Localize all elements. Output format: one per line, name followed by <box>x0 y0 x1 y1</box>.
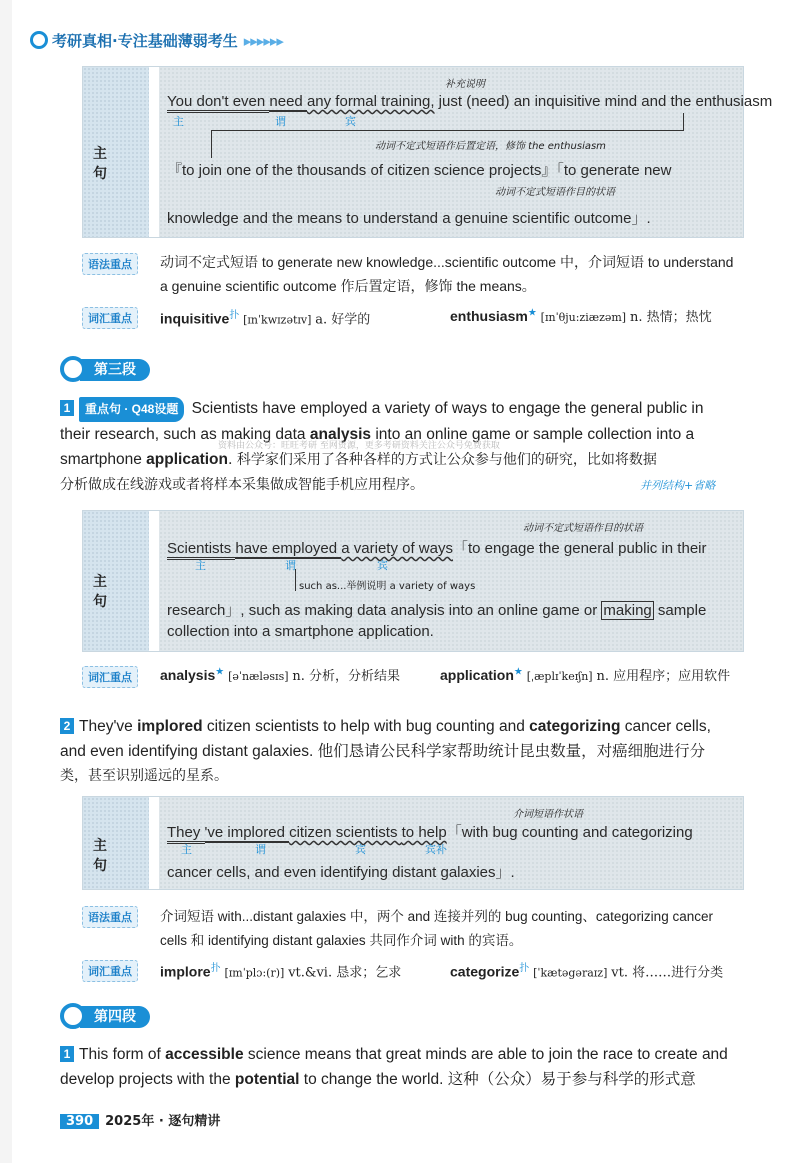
annotation: 介词短语作状语 <box>513 809 583 820</box>
vocab-entry: inquisitive$^扑$ [ɪnˈkwɪzətɪv] a. 好学的 <box>160 310 371 328</box>
page-footer <box>60 1110 220 1129</box>
grammar-note-line: a genuine scientific outcome 作后置定语，修饰 the means。 <box>160 278 536 294</box>
role-object: 宾 <box>345 115 356 128</box>
annotation: 动词不定式短语作后置定语，修饰 the enthusiasm <box>375 141 606 152</box>
key-sentence-badge: 重点句 · Q48设题 <box>79 397 184 422</box>
sentence-line: knowledge and the means to understand a genuine scientific outcome」. <box>167 210 651 227</box>
structure-label: 并列结构+省略 <box>640 479 716 492</box>
sentence-line: collection into a smartphone application. <box>167 623 434 640</box>
watermark: 资料由公众号：旺旺考研 至网资源，更多考研资料关注公众号免费获取 <box>218 441 500 451</box>
sentence-line: You don't even need any formal training, just (need) an inquisitive mind and the enthusiasm <box>167 93 772 110</box>
paragraph-3-sentence-1: 1 重点句 · Q48设题 Scientists have employed a variety of ways to engage the general public in their research, such as making data analysis into an online game or sample collection into a smartphone application. 科学家们采用了各种各样的方式让公众参与他们的研究，比如将数据 分析做成在线游戏或者将样本采集做成智能手机应用程序。 <box>60 396 750 498</box>
role-subject: 主 <box>195 559 206 572</box>
vocab-entry: analysis★ [əˈnæləsɪs] n. 分析，分析结果 <box>160 666 401 684</box>
search-section-icon <box>60 1003 86 1029</box>
role-predicate: 谓 <box>275 115 286 128</box>
sentence-analysis-panel-1 <box>82 66 773 238</box>
vocab-tag: 词汇重点 <box>82 960 138 982</box>
search-section-icon <box>60 356 86 382</box>
sentence-line: cancer cells, and even identifying distant galaxies」. <box>167 864 515 881</box>
grammar-note-line: cells 和 identifying distant galaxies 共同作介词 with 的宾语。 <box>160 933 523 948</box>
role-predicate: 谓 <box>255 843 266 856</box>
panel-body <box>159 67 773 237</box>
sentence-line: research」, such as making data analysis into an online game or making sample <box>167 602 707 619</box>
arrows-icon: ▸▸▸▸▸▸ <box>243 32 283 50</box>
annotation: 动词不定式短语作目的状语 <box>495 187 615 198</box>
vocab-entry: categorize$^扑$ [ˈkætəgəraɪz] vt. 将……进行分类 <box>450 963 724 981</box>
brand-slogan: 专注基础薄弱考生 <box>117 32 238 50</box>
panel-label: 主 句 <box>83 511 149 651</box>
role-predicate: 谓 <box>285 559 296 572</box>
book-title: 2025年 · 逐句精讲 <box>105 1114 221 1129</box>
search-logo-icon <box>30 31 48 49</box>
sentence-line: Scientists have employed a variety of ways「to engage the general public in their <box>167 537 707 558</box>
sentence-line: They 've implored citizen scientists to help「with bug counting and categorizing <box>167 821 693 842</box>
page-number: 390 <box>60 1114 99 1129</box>
panel-label: 主 句 <box>83 797 149 889</box>
panel-body <box>159 797 743 889</box>
page-header: 考研真相·专注基础薄弱考生 ▸▸▸▸▸▸ <box>30 30 283 51</box>
role-subject: 主 <box>181 843 192 856</box>
grammar-note-line: 介词短语 with...distant galaxies 中，两个 and 连接并列的 bug counting、categorizing cancer <box>160 909 713 924</box>
vocab-entry: enthusiasm★ [ɪnˈθju:ziæzəm] n. 热情；热忱 <box>450 307 712 325</box>
vocab-tag: 词汇重点 <box>82 666 138 688</box>
sentence-analysis-panel-3 <box>82 796 744 890</box>
page-edge <box>0 0 12 1163</box>
grammar-tag: 语法重点 <box>82 253 138 275</box>
sentence-analysis-panel-2 <box>82 510 744 652</box>
role-object: 宾 <box>355 843 366 856</box>
role-complement: 宾补 <box>425 843 447 856</box>
annotation: such as...举例说明 a variety of ways <box>299 581 476 592</box>
paragraph-3-sentence-2: 2 They've implored citizen scientists to help with bug counting and categorizing cancer cells, and even identifying distant galaxies. 他们恳请公民科学家帮助统计昆虫数量，对癌细胞进行分 类，甚至识别遥远的星系。 <box>60 718 711 784</box>
annotation: 补充说明 <box>445 79 485 90</box>
role-subject: 主 <box>173 115 184 128</box>
sentence-line: 『to join one of the thousands of citizen science projects』「to generate new <box>167 162 672 179</box>
paragraph-4-sentence-1: 1 This form of accessible science means that great minds are able to join the race to create and develop projects with the potential to change the world. 这种（公众）易于参与科学的形式意 <box>60 1046 728 1088</box>
panel-label: 主 句 <box>83 67 149 237</box>
annotation: 动词不定式短语作目的状语 <box>523 523 643 534</box>
role-object: 宾 <box>377 559 388 572</box>
panel-body <box>159 511 743 651</box>
grammar-note-line: 动词不定式短语 to generate new knowledge...scientific outcome 中，介词短语 to understand <box>160 254 734 270</box>
vocab-entry: application★ [ˌæplɪˈkeɪʃn] n. 应用程序；应用软件 <box>440 666 731 684</box>
grammar-tag: 语法重点 <box>82 906 138 928</box>
vocab-entry: implore$^扑$ [ɪmˈplɔ:(r)] vt.&vi. 恳求；乞求 <box>160 963 402 981</box>
brand-name: 考研真相 <box>52 32 113 50</box>
vocab-tag: 词汇重点 <box>82 307 138 329</box>
